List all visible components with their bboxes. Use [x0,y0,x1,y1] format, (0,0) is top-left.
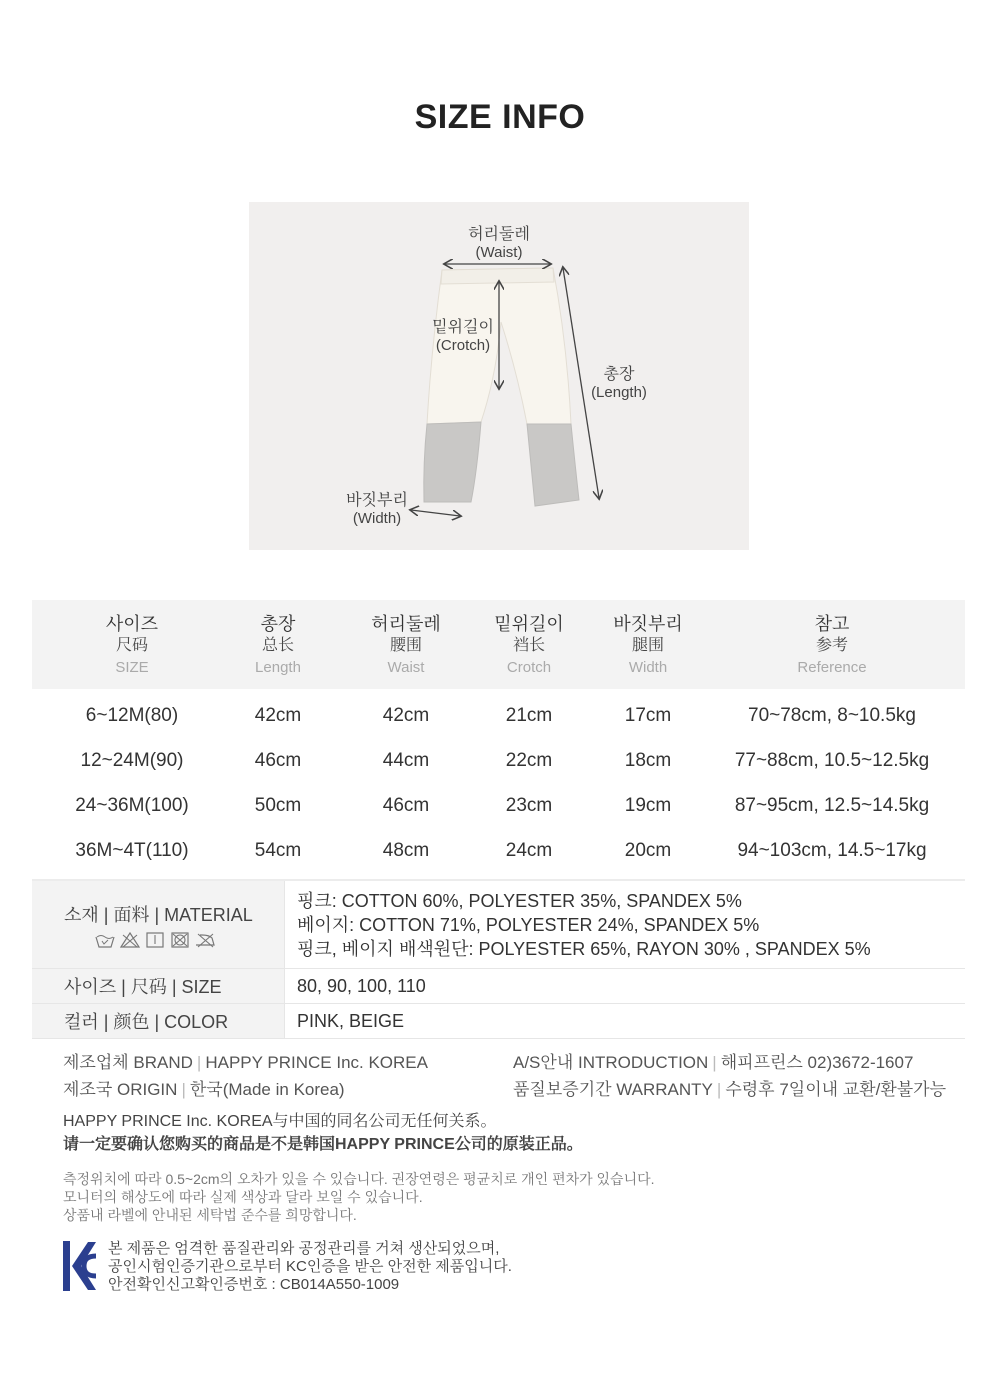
header-size: 사이즈 尺码 SIZE [105,614,159,676]
manufacturer-info [63,1049,428,1103]
cell-reference: 70~78cm, 8~10.5kg [748,705,916,726]
waist-label [449,226,549,262]
cell-length: 50cm [254,795,302,816]
cell-waist: 44cm [382,750,430,771]
chinese-notice-line2: 请一定要确认您购买的商品是不是韩国HAPPY PRINCE公司的原装正品。 [63,1136,583,1153]
size-table-header [32,600,965,689]
brand-value: HAPPY PRINCE Inc. KOREA [205,1053,428,1072]
note-line: 측정위치에 따라 0.5~2cm의 오차가 있을 수 있습니다. 권장연령은 평균치로 개인 편차가 있습니다. [63,1171,655,1187]
header-length: 총장 总长 Length [255,614,301,676]
cell-crotch: 21cm [505,705,553,726]
crotch-label [413,319,513,355]
kc-line: 공인시험인증기관으로부터 KC인증을 받은 안전한 제품입니다. [108,1258,512,1275]
no-iron-icon [194,931,216,949]
brand-label: 제조업체 BRAND [63,1053,193,1072]
table-row [32,738,965,783]
no-tumble-dry-icon [169,931,191,949]
material-label-cell [32,881,284,968]
size-value: 80, 90, 100, 110 [284,969,965,1003]
width-label [337,492,417,528]
color-value: PINK, BEIGE [284,1004,965,1038]
spec-table [32,879,965,1039]
kc-certification [62,1240,512,1297]
cell-crotch: 23cm [505,795,553,816]
cell-width: 19cm [624,795,672,816]
note-line: 모니터의 해상도에 따라 실제 색상과 달라 보일 수 있습니다. [63,1189,423,1205]
no-bleach-icon [119,931,141,949]
as-line: A/S안내 INTRODUCTION | 해피프린스 02)3672-1607 [513,1053,914,1072]
width-label-ko: 바짓부리 [346,492,408,509]
table-row [32,783,965,828]
length-label-ko: 총장 [603,366,635,383]
cell-length: 46cm [254,750,302,771]
chinese-notice-line1: HAPPY PRINCE Inc. KOREA与中国的同名公司无任何关系。 [63,1113,497,1130]
size-row [32,969,965,1004]
size-diagram [249,202,749,550]
cell-size: 6~12M(80) [85,705,179,726]
cell-waist: 48cm [382,840,430,861]
cell-width: 20cm [624,840,672,861]
cell-reference: 94~103cm, 14.5~17kg [737,840,927,861]
size-table [32,600,965,873]
cell-crotch: 24cm [505,840,553,861]
length-label-en: (Length) [591,384,647,401]
material-row [32,881,965,969]
kc-mark-icon [62,1240,98,1297]
note-line: 상품내 라벨에 안내된 세탁법 준수를 희망합니다. [63,1207,357,1223]
origin-line: 제조국 ORIGIN | 한국(Made in Korea) [63,1080,345,1099]
material-line: 핑크, 베이지 배색원단: POLYESTER 65%, RAYON 30% , SPANDEX 5% [297,938,871,959]
kc-line: 본 제품은 엄격한 품질관리와 공정관리를 거쳐 생산되었으며, [108,1240,500,1257]
waist-label-en: (Waist) [475,244,523,261]
origin-label: 제조국 ORIGIN [63,1080,178,1099]
material-line: 핑크: COTTON 60%, POLYESTER 35%, SPANDEX 5% [297,890,742,911]
warranty-label: 품질보증기간 WARRANTY [513,1080,713,1099]
cell-width: 18cm [624,750,672,771]
waist-label-ko: 허리둘레 [468,226,530,243]
as-label: A/S안내 INTRODUCTION [513,1053,709,1072]
service-info [513,1049,946,1103]
kc-text [108,1240,512,1297]
material-line: 베이지: COTTON 71%, POLYESTER 24%, SPANDEX 5% [297,914,760,935]
cell-size: 36M~4T(110) [75,840,189,861]
cell-reference: 77~88cm, 10.5~12.5kg [734,750,930,771]
page-title: SIZE INFO [414,98,586,136]
width-label-en: (Width) [352,510,402,527]
cell-width: 17cm [624,705,672,726]
cell-length: 42cm [254,705,302,726]
care-icons [64,931,284,949]
header-crotch: 밑위길이 裆长 Crotch [494,614,564,676]
material-value [284,881,965,968]
color-row [32,1004,965,1039]
table-row [32,693,965,738]
origin-value: 한국(Made in Korea) [189,1080,345,1099]
cell-size: 12~24M(90) [80,750,184,771]
length-label [574,366,664,402]
warranty-value: 수령후 7일이내 교환/환불가능 [725,1080,947,1099]
hand-wash-icon [94,931,116,949]
chinese-notice [63,1110,583,1156]
crotch-label-ko: 밑위길이 [432,319,494,336]
cell-waist: 46cm [382,795,430,816]
cell-size: 24~36M(100) [75,795,189,816]
as-value: 해피프린스 02)3672-1607 [720,1053,914,1072]
header-waist: 허리둘레 腰围 Waist [371,614,441,676]
warranty-line: 품질보증기간 WARRANTY | 수령후 7일이내 교환/환불가능 [513,1080,947,1099]
size-table-body [32,689,965,873]
size-label: 사이즈 | 尺码 | SIZE [32,969,284,1003]
cell-waist: 42cm [382,705,430,726]
crotch-label-en: (Crotch) [435,337,491,354]
material-label: 소재 | 面料 | MATERIAL [64,904,253,925]
cell-crotch: 22cm [505,750,553,771]
table-row [32,828,965,873]
cell-reference: 87~95cm, 12.5~14.5kg [734,795,930,816]
brand-line: 제조업체 BRAND | HAPPY PRINCE Inc. KOREA [63,1053,428,1072]
color-label: 컬러 | 颜色 | COLOR [32,1004,284,1038]
header-reference: 참고 参考 Reference [797,614,867,676]
cell-length: 54cm [254,840,302,861]
measurement-notes [63,1170,655,1224]
kc-line: 안전확인신고확인증번호 : CB014A550-1009 [108,1276,400,1293]
header-width: 바짓부리 腿围 Width [613,614,683,676]
line-dry-icon [144,931,166,949]
